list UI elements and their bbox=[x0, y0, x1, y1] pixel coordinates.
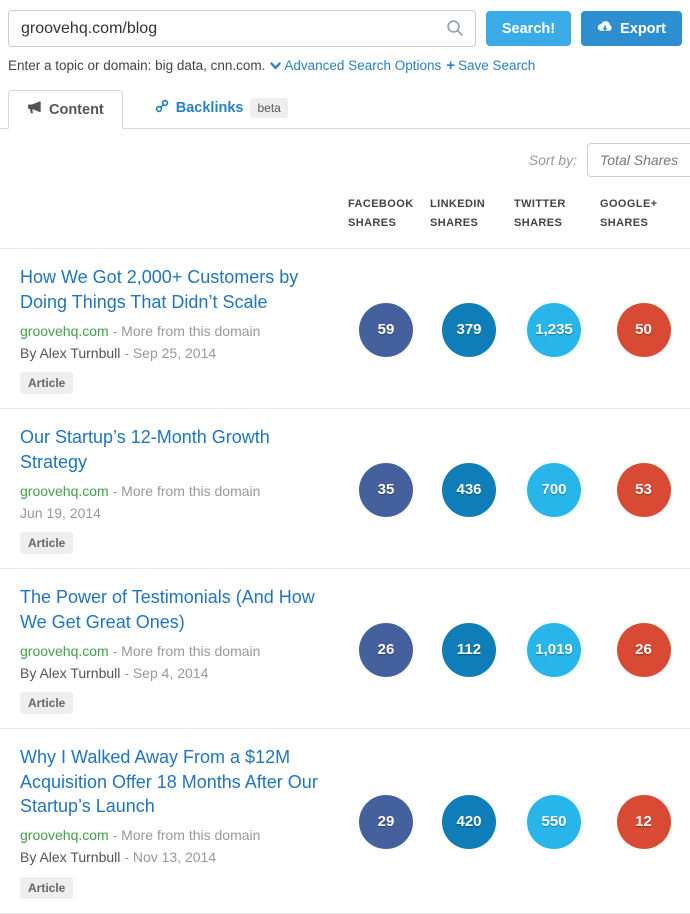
result-text: Why I Walked Away From a $12M Acquisition Offer 18 Months After Our Startup’s Launch groovehq.com - More from this domain By Alex Turnbull - Nov 13, 2014 Article bbox=[0, 745, 345, 898]
article-title-link[interactable]: Why I Walked Away From a $12M Acquisition Offer 18 Months After Our Startup’s Launch bbox=[20, 747, 318, 816]
article-type-badge: Article bbox=[20, 877, 73, 899]
column-header-facebook: FACEBOOK SHARES bbox=[348, 198, 414, 229]
cloud-download-icon bbox=[597, 20, 613, 37]
tab-backlinks-label: Backlinks bbox=[175, 100, 244, 116]
twitter-shares-circle: 550 bbox=[527, 795, 581, 849]
column-headers bbox=[0, 189, 690, 249]
result-row bbox=[0, 729, 690, 913]
export-button[interactable] bbox=[581, 11, 682, 46]
article-type-badge: Article bbox=[20, 372, 73, 394]
twitter-shares-circle: 1,019 bbox=[527, 623, 581, 677]
tab-bar bbox=[0, 88, 690, 129]
hint-text: Enter a topic or domain: big data, cnn.com. bbox=[8, 58, 266, 73]
result-text: How We Got 2,000+ Customers by Doing Things That Didn’t Scale groovehq.com - More from this domain By Alex Turnbull - Sep 25, 2014 Article bbox=[0, 265, 345, 394]
googleplus-shares-circle: 50 bbox=[617, 303, 671, 357]
search-input-wrap bbox=[8, 10, 476, 47]
domain-link[interactable]: groovehq.com bbox=[20, 482, 109, 499]
beta-badge: beta bbox=[250, 98, 287, 118]
byline: By Alex Turnbull bbox=[20, 344, 121, 361]
column-header-linkedin: LINKEDIN SHARES bbox=[430, 198, 486, 229]
googleplus-shares-circle: 53 bbox=[617, 463, 671, 517]
sort-select[interactable]: Total Shares bbox=[587, 143, 690, 177]
byline: By Alex Turnbull bbox=[20, 848, 121, 865]
facebook-shares-circle: 29 bbox=[359, 795, 413, 849]
publish-date: Sep 4, 2014 bbox=[132, 664, 209, 681]
column-header-twitter: TWITTER SHARES bbox=[514, 198, 566, 229]
article-title-link[interactable]: The Power of Testimonials (And How We Get Great Ones) bbox=[20, 587, 315, 632]
result-text: The Power of Testimonials (And How We Get Great Ones) groovehq.com - More from this domain By Alex Turnbull - Sep 4, 2014 Article bbox=[0, 585, 345, 714]
sort-row bbox=[0, 129, 690, 189]
search-input[interactable] bbox=[8, 10, 476, 47]
facebook-shares-circle: 26 bbox=[359, 623, 413, 677]
twitter-shares-circle: 1,235 bbox=[527, 303, 581, 357]
facebook-shares-circle: 35 bbox=[359, 463, 413, 517]
googleplus-shares-circle: 12 bbox=[617, 795, 671, 849]
linkedin-shares-circle: 420 bbox=[442, 795, 496, 849]
domain-link[interactable]: groovehq.com bbox=[20, 322, 109, 339]
tab-content-label: Content bbox=[49, 101, 104, 118]
facebook-shares-circle: 59 bbox=[359, 303, 413, 357]
tab-content[interactable] bbox=[8, 90, 123, 129]
result-row bbox=[0, 569, 690, 729]
megaphone-icon bbox=[27, 101, 42, 118]
article-title-link[interactable]: How We Got 2,000+ Customers by Doing Things That Didn’t Scale bbox=[20, 267, 299, 312]
column-header-googleplus: GOOGLE+ SHARES bbox=[600, 198, 658, 229]
more-from-domain-link[interactable]: More from this domain bbox=[121, 827, 261, 844]
hint-line bbox=[0, 47, 690, 74]
domain-link[interactable]: groovehq.com bbox=[20, 827, 109, 844]
search-bar bbox=[0, 0, 690, 47]
result-text: Our Startup’s 12-Month Growth Strategy groovehq.com - More from this domain Jun 19, 2014 Article bbox=[0, 425, 345, 554]
linkedin-shares-circle: 379 bbox=[442, 303, 496, 357]
save-search-link[interactable]: + Save Search bbox=[446, 57, 536, 74]
link-chain-icon bbox=[155, 99, 169, 117]
more-from-domain-link[interactable]: More from this domain bbox=[121, 642, 261, 659]
publish-date: Jun 19, 2014 bbox=[20, 504, 101, 521]
googleplus-shares-circle: 26 bbox=[617, 623, 671, 677]
byline: By Alex Turnbull bbox=[20, 664, 121, 681]
export-button-label: Export bbox=[620, 20, 666, 37]
article-type-badge: Article bbox=[20, 692, 73, 714]
advanced-search-options-link[interactable]: Advanced Search Options bbox=[270, 58, 441, 73]
more-from-domain-link[interactable]: More from this domain bbox=[121, 482, 261, 499]
domain-link[interactable]: groovehq.com bbox=[20, 642, 109, 659]
linkedin-shares-circle: 112 bbox=[442, 623, 496, 677]
tab-backlinks[interactable] bbox=[139, 88, 304, 128]
twitter-shares-circle: 700 bbox=[527, 463, 581, 517]
search-icon[interactable] bbox=[446, 19, 464, 42]
publish-date: Sep 25, 2014 bbox=[132, 344, 217, 361]
linkedin-shares-circle: 436 bbox=[442, 463, 496, 517]
more-from-domain-link[interactable]: More from this domain bbox=[121, 322, 261, 339]
chevron-down-icon bbox=[270, 58, 281, 73]
result-row bbox=[0, 249, 690, 409]
article-type-badge: Article bbox=[20, 532, 73, 554]
sort-by-label: Sort by: bbox=[528, 152, 577, 168]
plus-icon: + bbox=[446, 57, 456, 74]
search-button[interactable]: Search! bbox=[486, 11, 571, 46]
result-row bbox=[0, 409, 690, 569]
article-title-link[interactable]: Our Startup’s 12-Month Growth Strategy bbox=[20, 427, 270, 472]
publish-date: Nov 13, 2014 bbox=[132, 848, 217, 865]
